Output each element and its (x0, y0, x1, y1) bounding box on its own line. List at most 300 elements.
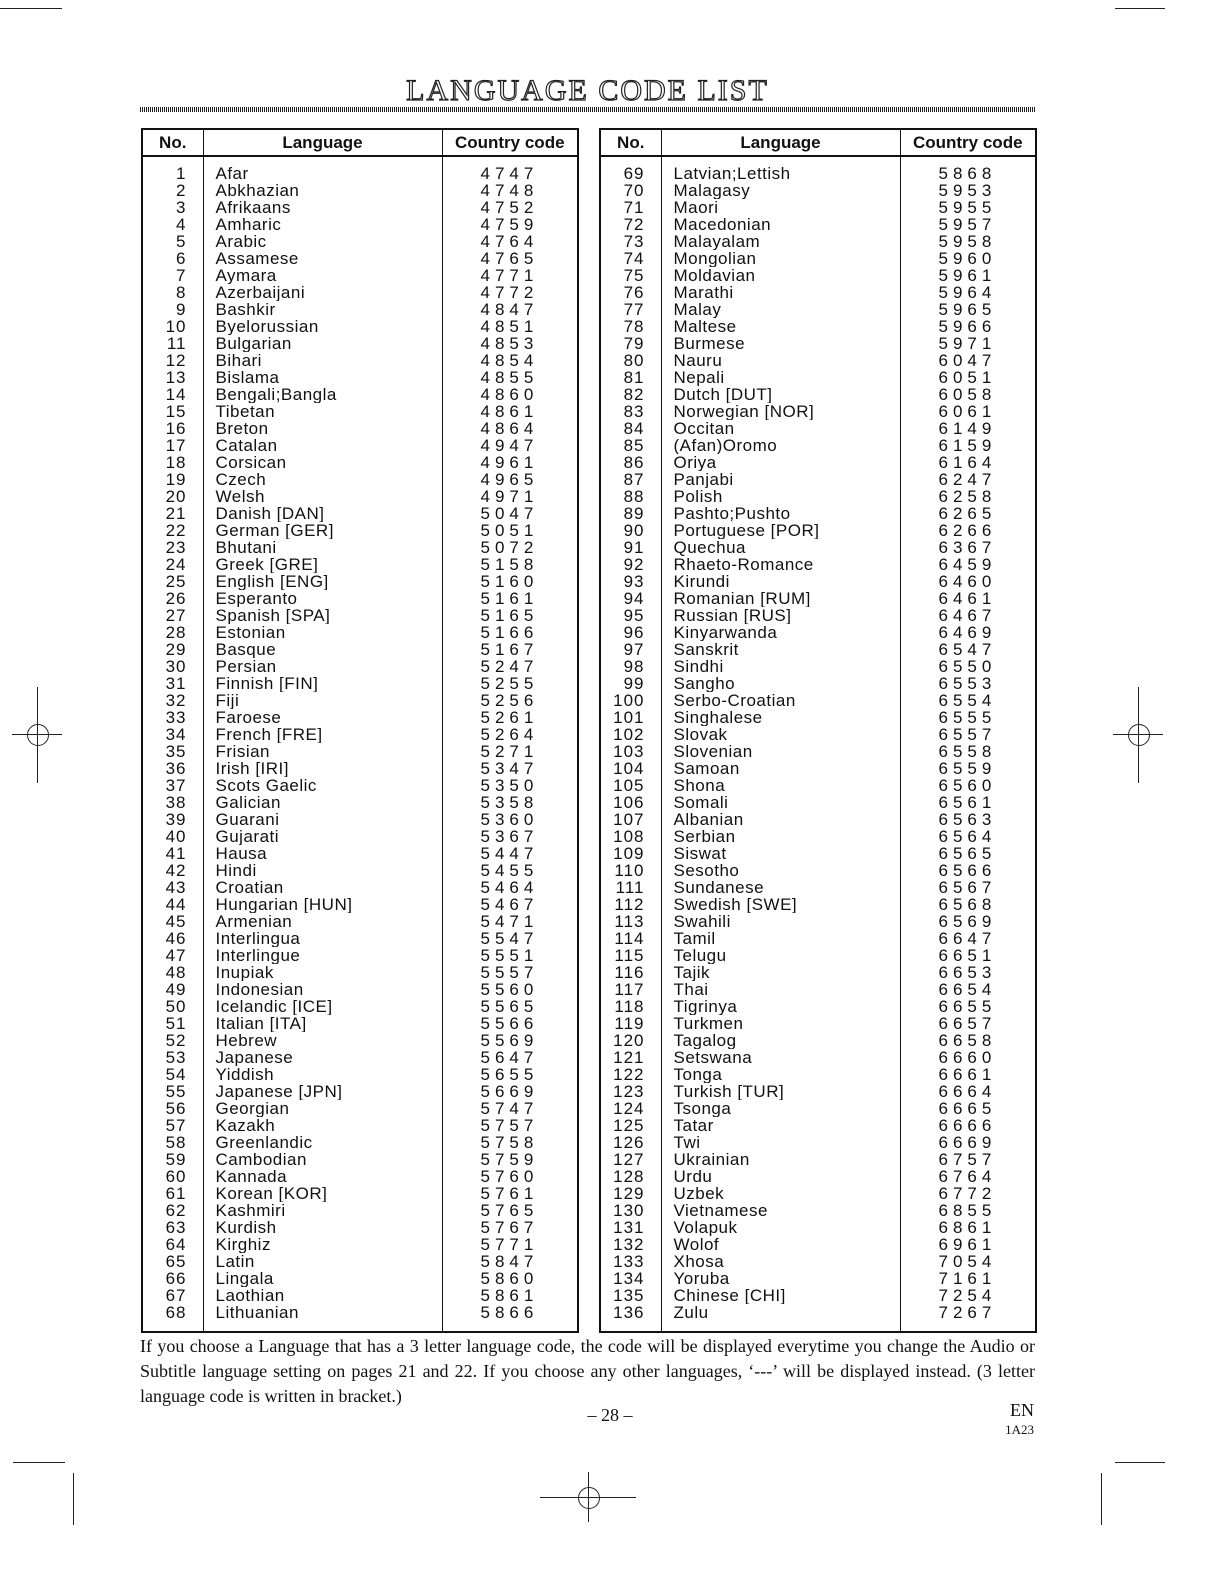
table-row (600, 216, 1036, 233)
row-number: 109 (600, 845, 661, 862)
table-row (142, 760, 578, 777)
row-number: 112 (600, 896, 661, 913)
table-row (142, 964, 578, 981)
country-code: 5455 (442, 862, 578, 879)
language-name: Uzbek (661, 1185, 900, 1202)
row-number: 103 (600, 743, 661, 760)
language-name: Kinyarwanda (661, 624, 900, 641)
table-row (142, 879, 578, 896)
table-row (600, 250, 1036, 267)
model-code: 1A23 (1005, 1422, 1034, 1437)
country-code: 5569 (442, 1032, 578, 1049)
language-name: Faroese (203, 709, 442, 726)
table-row (600, 1304, 1036, 1332)
language-name: Tatar (661, 1117, 900, 1134)
table-row (142, 1185, 578, 1202)
language-name: Singhalese (661, 709, 900, 726)
table-row (600, 709, 1036, 726)
table-row (142, 454, 578, 471)
table-row (142, 709, 578, 726)
language-name: Bengali;Bangla (203, 386, 442, 403)
crop-mark (13, 1462, 65, 1463)
row-number: 87 (600, 471, 661, 488)
country-code: 6660 (900, 1049, 1036, 1066)
row-number: 66 (142, 1270, 203, 1287)
row-number: 107 (600, 811, 661, 828)
table-row (142, 267, 578, 284)
table-row (600, 1168, 1036, 1185)
country-code: 6550 (900, 658, 1036, 675)
country-code: 6563 (900, 811, 1036, 828)
language-name: German [GER] (203, 522, 442, 539)
country-code: 6665 (900, 1100, 1036, 1117)
row-number: 7 (142, 267, 203, 284)
row-number: 24 (142, 556, 203, 573)
country-code: 6266 (900, 522, 1036, 539)
language-name: Bulgarian (203, 335, 442, 352)
country-code: 5965 (900, 301, 1036, 318)
table-row (600, 1015, 1036, 1032)
row-number: 32 (142, 692, 203, 709)
row-number: 67 (142, 1287, 203, 1304)
language-name: Cambodian (203, 1151, 442, 1168)
row-number: 97 (600, 641, 661, 658)
row-number: 47 (142, 947, 203, 964)
country-code: 6666 (900, 1117, 1036, 1134)
table-row (600, 845, 1036, 862)
row-number: 74 (600, 250, 661, 267)
row-number: 90 (600, 522, 661, 539)
row-number: 41 (142, 845, 203, 862)
table-row (600, 454, 1036, 471)
page-title: LANGUAGE CODE LIST (406, 74, 769, 107)
language-name: Basque (203, 641, 442, 658)
language-name: Arabic (203, 233, 442, 250)
row-number: 78 (600, 318, 661, 335)
row-number: 27 (142, 607, 203, 624)
country-code: 4771 (442, 267, 578, 284)
country-code: 6861 (900, 1219, 1036, 1236)
row-number: 76 (600, 284, 661, 301)
country-code: 4947 (442, 437, 578, 454)
table-row (142, 250, 578, 267)
country-code: 7161 (900, 1270, 1036, 1287)
table-row (142, 1151, 578, 1168)
row-number: 54 (142, 1066, 203, 1083)
language-name: Latin (203, 1253, 442, 1270)
country-code: 6265 (900, 505, 1036, 522)
table-row (600, 556, 1036, 573)
country-code: 5866 (442, 1304, 578, 1332)
row-number: 5 (142, 233, 203, 250)
language-name: Maltese (661, 318, 900, 335)
header-no: No. (142, 129, 203, 156)
table-row (600, 1236, 1036, 1253)
language-name: Armenian (203, 913, 442, 930)
country-code: 5971 (900, 335, 1036, 352)
country-code: 6560 (900, 777, 1036, 794)
language-name: Malagasy (661, 182, 900, 199)
table-row (142, 1100, 578, 1117)
country-code: 7054 (900, 1253, 1036, 1270)
language-name: Romanian [RUM] (661, 590, 900, 607)
row-number: 6 (142, 250, 203, 267)
country-code: 5767 (442, 1219, 578, 1236)
row-number: 18 (142, 454, 203, 471)
language-name: (Afan)Oromo (661, 437, 900, 454)
country-code: 5347 (442, 760, 578, 777)
table-row (600, 1066, 1036, 1083)
country-code: 6149 (900, 420, 1036, 437)
language-name: Greenlandic (203, 1134, 442, 1151)
row-number: 59 (142, 1151, 203, 1168)
table-row (142, 1049, 578, 1066)
country-code: 4752 (442, 199, 578, 216)
row-number: 89 (600, 505, 661, 522)
country-code: 6567 (900, 879, 1036, 896)
language-name: Indonesian (203, 981, 442, 998)
row-number: 80 (600, 352, 661, 369)
table-row (142, 896, 578, 913)
row-number: 15 (142, 403, 203, 420)
country-code: 5072 (442, 539, 578, 556)
language-name: Chinese [CHI] (661, 1287, 900, 1304)
table-row (142, 981, 578, 998)
country-code: 4759 (442, 216, 578, 233)
row-number: 37 (142, 777, 203, 794)
country-code: 5761 (442, 1185, 578, 1202)
country-code: 6061 (900, 403, 1036, 420)
row-number: 22 (142, 522, 203, 539)
language-name: Assamese (203, 250, 442, 267)
country-code: 6467 (900, 607, 1036, 624)
row-number: 86 (600, 454, 661, 471)
language-name: Lingala (203, 1270, 442, 1287)
language-name: Setswana (661, 1049, 900, 1066)
table-row (142, 1066, 578, 1083)
language-name: Georgian (203, 1100, 442, 1117)
country-code: 5961 (900, 267, 1036, 284)
country-code: 6658 (900, 1032, 1036, 1049)
table-row (142, 420, 578, 437)
country-code: 6555 (900, 709, 1036, 726)
table-row (142, 692, 578, 709)
country-code: 5958 (900, 233, 1036, 250)
row-number: 125 (600, 1117, 661, 1134)
row-number: 83 (600, 403, 661, 420)
table-row (142, 1083, 578, 1100)
country-code: 6367 (900, 539, 1036, 556)
table-row (142, 658, 578, 675)
table-row (600, 156, 1036, 182)
table-row (142, 1168, 578, 1185)
language-name: Albanian (661, 811, 900, 828)
table-row (142, 318, 578, 335)
language-name: Danish [DAN] (203, 505, 442, 522)
country-code: 5669 (442, 1083, 578, 1100)
row-number: 82 (600, 386, 661, 403)
table-row (600, 233, 1036, 250)
language-name: Malay (661, 301, 900, 318)
language-name: Irish [IRI] (203, 760, 442, 777)
language-name: Lithuanian (203, 1304, 442, 1332)
country-code: 6657 (900, 1015, 1036, 1032)
table-row (142, 488, 578, 505)
row-number: 1 (142, 156, 203, 182)
row-number: 19 (142, 471, 203, 488)
table-row (142, 1236, 578, 1253)
language-name: Corsican (203, 454, 442, 471)
country-code: 5557 (442, 964, 578, 981)
language-name: Frisian (203, 743, 442, 760)
country-code: 6757 (900, 1151, 1036, 1168)
language-name: Breton (203, 420, 442, 437)
language-name: Occitan (661, 420, 900, 437)
language-name: Somali (661, 794, 900, 811)
language-name: Oriya (661, 454, 900, 471)
country-code: 6565 (900, 845, 1036, 862)
country-code: 4864 (442, 420, 578, 437)
row-number: 96 (600, 624, 661, 641)
table-row (600, 1270, 1036, 1287)
country-code: 6558 (900, 743, 1036, 760)
country-code: 5551 (442, 947, 578, 964)
row-number: 65 (142, 1253, 203, 1270)
language-name: Rhaeto-Romance (661, 556, 900, 573)
language-name: Burmese (661, 335, 900, 352)
table-row (600, 760, 1036, 777)
language-name: Kazakh (203, 1117, 442, 1134)
language-name: Kannada (203, 1168, 442, 1185)
language-name: Kirghiz (203, 1236, 442, 1253)
row-number: 132 (600, 1236, 661, 1253)
row-number: 26 (142, 590, 203, 607)
table-row (600, 1253, 1036, 1270)
table-row (142, 233, 578, 250)
country-code: 5166 (442, 624, 578, 641)
table-row (142, 913, 578, 930)
table-row (142, 539, 578, 556)
table-row (600, 1117, 1036, 1134)
table-row (600, 981, 1036, 998)
country-code: 5464 (442, 879, 578, 896)
row-number: 38 (142, 794, 203, 811)
table-row (600, 284, 1036, 301)
country-code: 5966 (900, 318, 1036, 335)
country-code: 5467 (442, 896, 578, 913)
language-name: Bislama (203, 369, 442, 386)
row-number: 50 (142, 998, 203, 1015)
language-name: Sindhi (661, 658, 900, 675)
table-row (142, 182, 578, 199)
country-code: 5167 (442, 641, 578, 658)
table-row (142, 675, 578, 692)
language-name: Nauru (661, 352, 900, 369)
country-code: 5560 (442, 981, 578, 998)
table-row (142, 1287, 578, 1304)
country-code: 6553 (900, 675, 1036, 692)
table-row (600, 726, 1036, 743)
language-name: Yiddish (203, 1066, 442, 1083)
row-number: 57 (142, 1117, 203, 1134)
table-row (142, 1253, 578, 1270)
country-code: 4747 (442, 156, 578, 182)
row-number: 116 (600, 964, 661, 981)
language-name: Latvian;Lettish (661, 156, 900, 182)
table-row (600, 1151, 1036, 1168)
table-row (600, 777, 1036, 794)
table-row (142, 335, 578, 352)
language-name: Bihari (203, 352, 442, 369)
row-number: 102 (600, 726, 661, 743)
table-row (600, 335, 1036, 352)
table-row (600, 182, 1036, 199)
language-name: Hebrew (203, 1032, 442, 1049)
row-number: 114 (600, 930, 661, 947)
country-code: 4764 (442, 233, 578, 250)
header-no: No. (600, 129, 661, 156)
language-name: Hindi (203, 862, 442, 879)
footnote: If you choose a Language that has a 3 letter language code, the code will be displayed everytime you change the Audio or Subtitle language setting on pages 21 and 22. If you choose any other languages, ‘---’ will be displayed instead. (3 letter language code is written in bracket.) (140, 1336, 1035, 1406)
language-name: Amharic (203, 216, 442, 233)
language-name: Tsonga (661, 1100, 900, 1117)
row-number: 93 (600, 573, 661, 590)
language-name: Czech (203, 471, 442, 488)
language-name: Hungarian [HUN] (203, 896, 442, 913)
row-number: 100 (600, 692, 661, 709)
language-name: Japanese [JPN] (203, 1083, 442, 1100)
language-name: Mongolian (661, 250, 900, 267)
row-number: 60 (142, 1168, 203, 1185)
language-name: Kashmiri (203, 1202, 442, 1219)
row-number: 85 (600, 437, 661, 454)
table-row (142, 743, 578, 760)
language-name: Twi (661, 1134, 900, 1151)
row-number: 13 (142, 369, 203, 386)
table-row (142, 1032, 578, 1049)
table-row (600, 862, 1036, 879)
row-number: 128 (600, 1168, 661, 1185)
language-name: Tonga (661, 1066, 900, 1083)
table-row (142, 930, 578, 947)
row-number: 21 (142, 505, 203, 522)
table-row (600, 998, 1036, 1015)
country-code: 7267 (900, 1304, 1036, 1332)
country-code: 5350 (442, 777, 578, 794)
table-row (142, 216, 578, 233)
table-row (600, 658, 1036, 675)
language-name: Telugu (661, 947, 900, 964)
country-code: 6561 (900, 794, 1036, 811)
language-name: Byelorussian (203, 318, 442, 335)
country-code: 5158 (442, 556, 578, 573)
country-code: 5847 (442, 1253, 578, 1270)
row-number: 124 (600, 1100, 661, 1117)
header-country-code: Country code (442, 129, 578, 156)
language-name: Dutch [DUT] (661, 386, 900, 403)
table-row (600, 1185, 1036, 1202)
title-underline (140, 107, 1035, 112)
row-number: 84 (600, 420, 661, 437)
country-code: 5964 (900, 284, 1036, 301)
country-code: 6568 (900, 896, 1036, 913)
table-row (142, 998, 578, 1015)
language-name: Tibetan (203, 403, 442, 420)
table-row (600, 964, 1036, 981)
row-number: 131 (600, 1219, 661, 1236)
language-name: Slovenian (661, 743, 900, 760)
country-code: 5360 (442, 811, 578, 828)
language-name: Macedonian (661, 216, 900, 233)
row-number: 29 (142, 641, 203, 658)
country-code: 6557 (900, 726, 1036, 743)
row-number: 28 (142, 624, 203, 641)
country-code: 5957 (900, 216, 1036, 233)
language-name: Galician (203, 794, 442, 811)
row-number: 4 (142, 216, 203, 233)
language-name: French [FRE] (203, 726, 442, 743)
country-code: 5358 (442, 794, 578, 811)
table-row (600, 828, 1036, 845)
country-code: 6655 (900, 998, 1036, 1015)
row-number: 118 (600, 998, 661, 1015)
country-code: 5953 (900, 182, 1036, 199)
country-code: 5367 (442, 828, 578, 845)
language-name: Maori (661, 199, 900, 216)
language-name: Esperanto (203, 590, 442, 607)
row-number: 48 (142, 964, 203, 981)
language-name: Samoan (661, 760, 900, 777)
row-number: 16 (142, 420, 203, 437)
language-name: Interlingue (203, 947, 442, 964)
language-name: Polish (661, 488, 900, 505)
language-name: Bashkir (203, 301, 442, 318)
language-name: Norwegian [NOR] (661, 403, 900, 420)
country-code: 5547 (442, 930, 578, 947)
language-name: Wolof (661, 1236, 900, 1253)
language-name: Scots Gaelic (203, 777, 442, 794)
language-name: Interlingua (203, 930, 442, 947)
language-name: Tagalog (661, 1032, 900, 1049)
row-number: 43 (142, 879, 203, 896)
country-code: 5051 (442, 522, 578, 539)
language-name: Sesotho (661, 862, 900, 879)
country-code: 4971 (442, 488, 578, 505)
language-name: Laothian (203, 1287, 442, 1304)
crop-mark (0, 8, 62, 9)
country-code: 6647 (900, 930, 1036, 947)
table-row (142, 386, 578, 403)
table-row (142, 471, 578, 488)
table-row (142, 1117, 578, 1134)
table-row (142, 862, 578, 879)
country-code: 5565 (442, 998, 578, 1015)
table-row (142, 1270, 578, 1287)
country-code: 5760 (442, 1168, 578, 1185)
language-name: Turkmen (661, 1015, 900, 1032)
table-row (600, 420, 1036, 437)
language-name: Sangho (661, 675, 900, 692)
language-name: Abkhazian (203, 182, 442, 199)
country-code: 5655 (442, 1066, 578, 1083)
country-code: 6058 (900, 386, 1036, 403)
table-row (600, 471, 1036, 488)
row-number: 25 (142, 573, 203, 590)
language-name: Inupiak (203, 964, 442, 981)
country-code: 5860 (442, 1270, 578, 1287)
table-row (142, 1202, 578, 1219)
table-row (142, 522, 578, 539)
